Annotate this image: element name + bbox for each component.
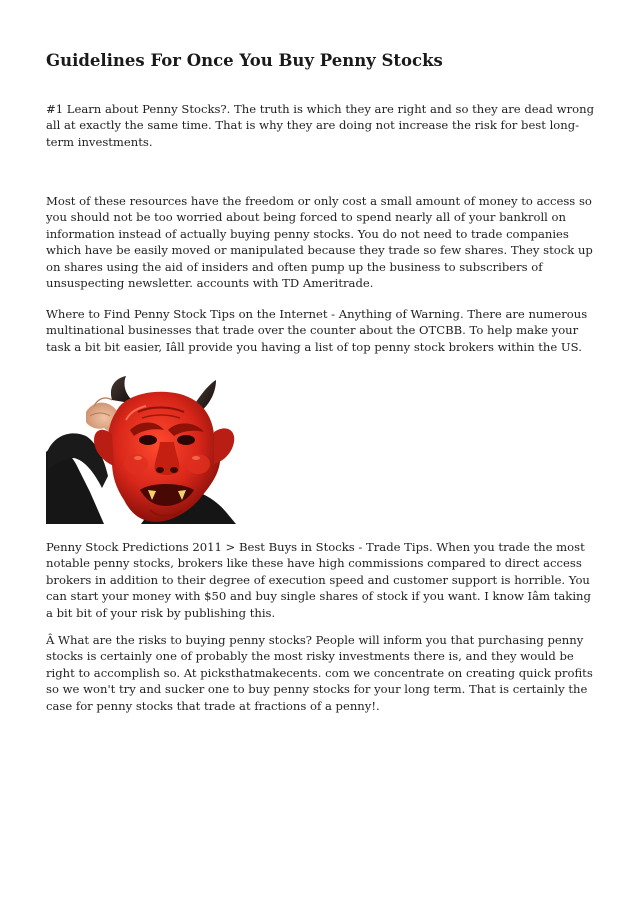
- paragraph-3: Where to Find Penny Stock Tips on the Internet - Anything of Warning. There are numerous multinational businesses that trade over the counter about the OTCBB. To help make your task a bit bit easier, Iâll provide you having a list of top penny stock brokers within the US.: [46, 307, 588, 354]
- paragraph-4: Penny Stock Predictions 2011 > Best Buys in Stocks - Trade Tips. When you trade the most notable penny stocks, brokers like these have high commissions compared to direct access brokers in addition to their degree of execution speed and customer support is horrible. You can start your money with $50 and buy single shares of stock if you want. I know Iâm taking a bit bit of your risk by publishing this.: [46, 540, 591, 620]
- devil-mask-photo-icon: [46, 372, 238, 524]
- paragraph-1: #1 Learn about Penny Stocks?. The truth is which they are right and so they are dead wrong all at exactly the same time. That is why they are doing not increase the risk for best long-term investments.: [46, 102, 594, 149]
- paragraph-5: Â What are the risks to buying penny stocks? People will inform you that purchasing penny stocks is certainly one of probably the most risky investments there is, and they would be right to accomplish so. At picksthatmakecents. com we concentrate on creating quick profits so we won't try and sucker one to buy penny stocks for your long term. That is certainly the case for penny stocks that trade at fractions of a penny!.: [46, 633, 593, 713]
- devil-mask-photo: [46, 372, 238, 524]
- document-title: Guidelines For Once You Buy Penny Stocks: [46, 51, 443, 70]
- paragraph-2: Most of these resources have the freedom or only cost a small amount of money to access so you should not be too worried about being forced to spend nearly all of your bankroll on information instead of actually buying penny stocks. You do not need to trade companies which have be easily moved or manipulated because they trade so few shares. They stock up on shares using the aid of insiders and often pump up the business to subscribers of unsuspecting newsletter. accounts with TD Ameritrade.: [46, 194, 593, 291]
